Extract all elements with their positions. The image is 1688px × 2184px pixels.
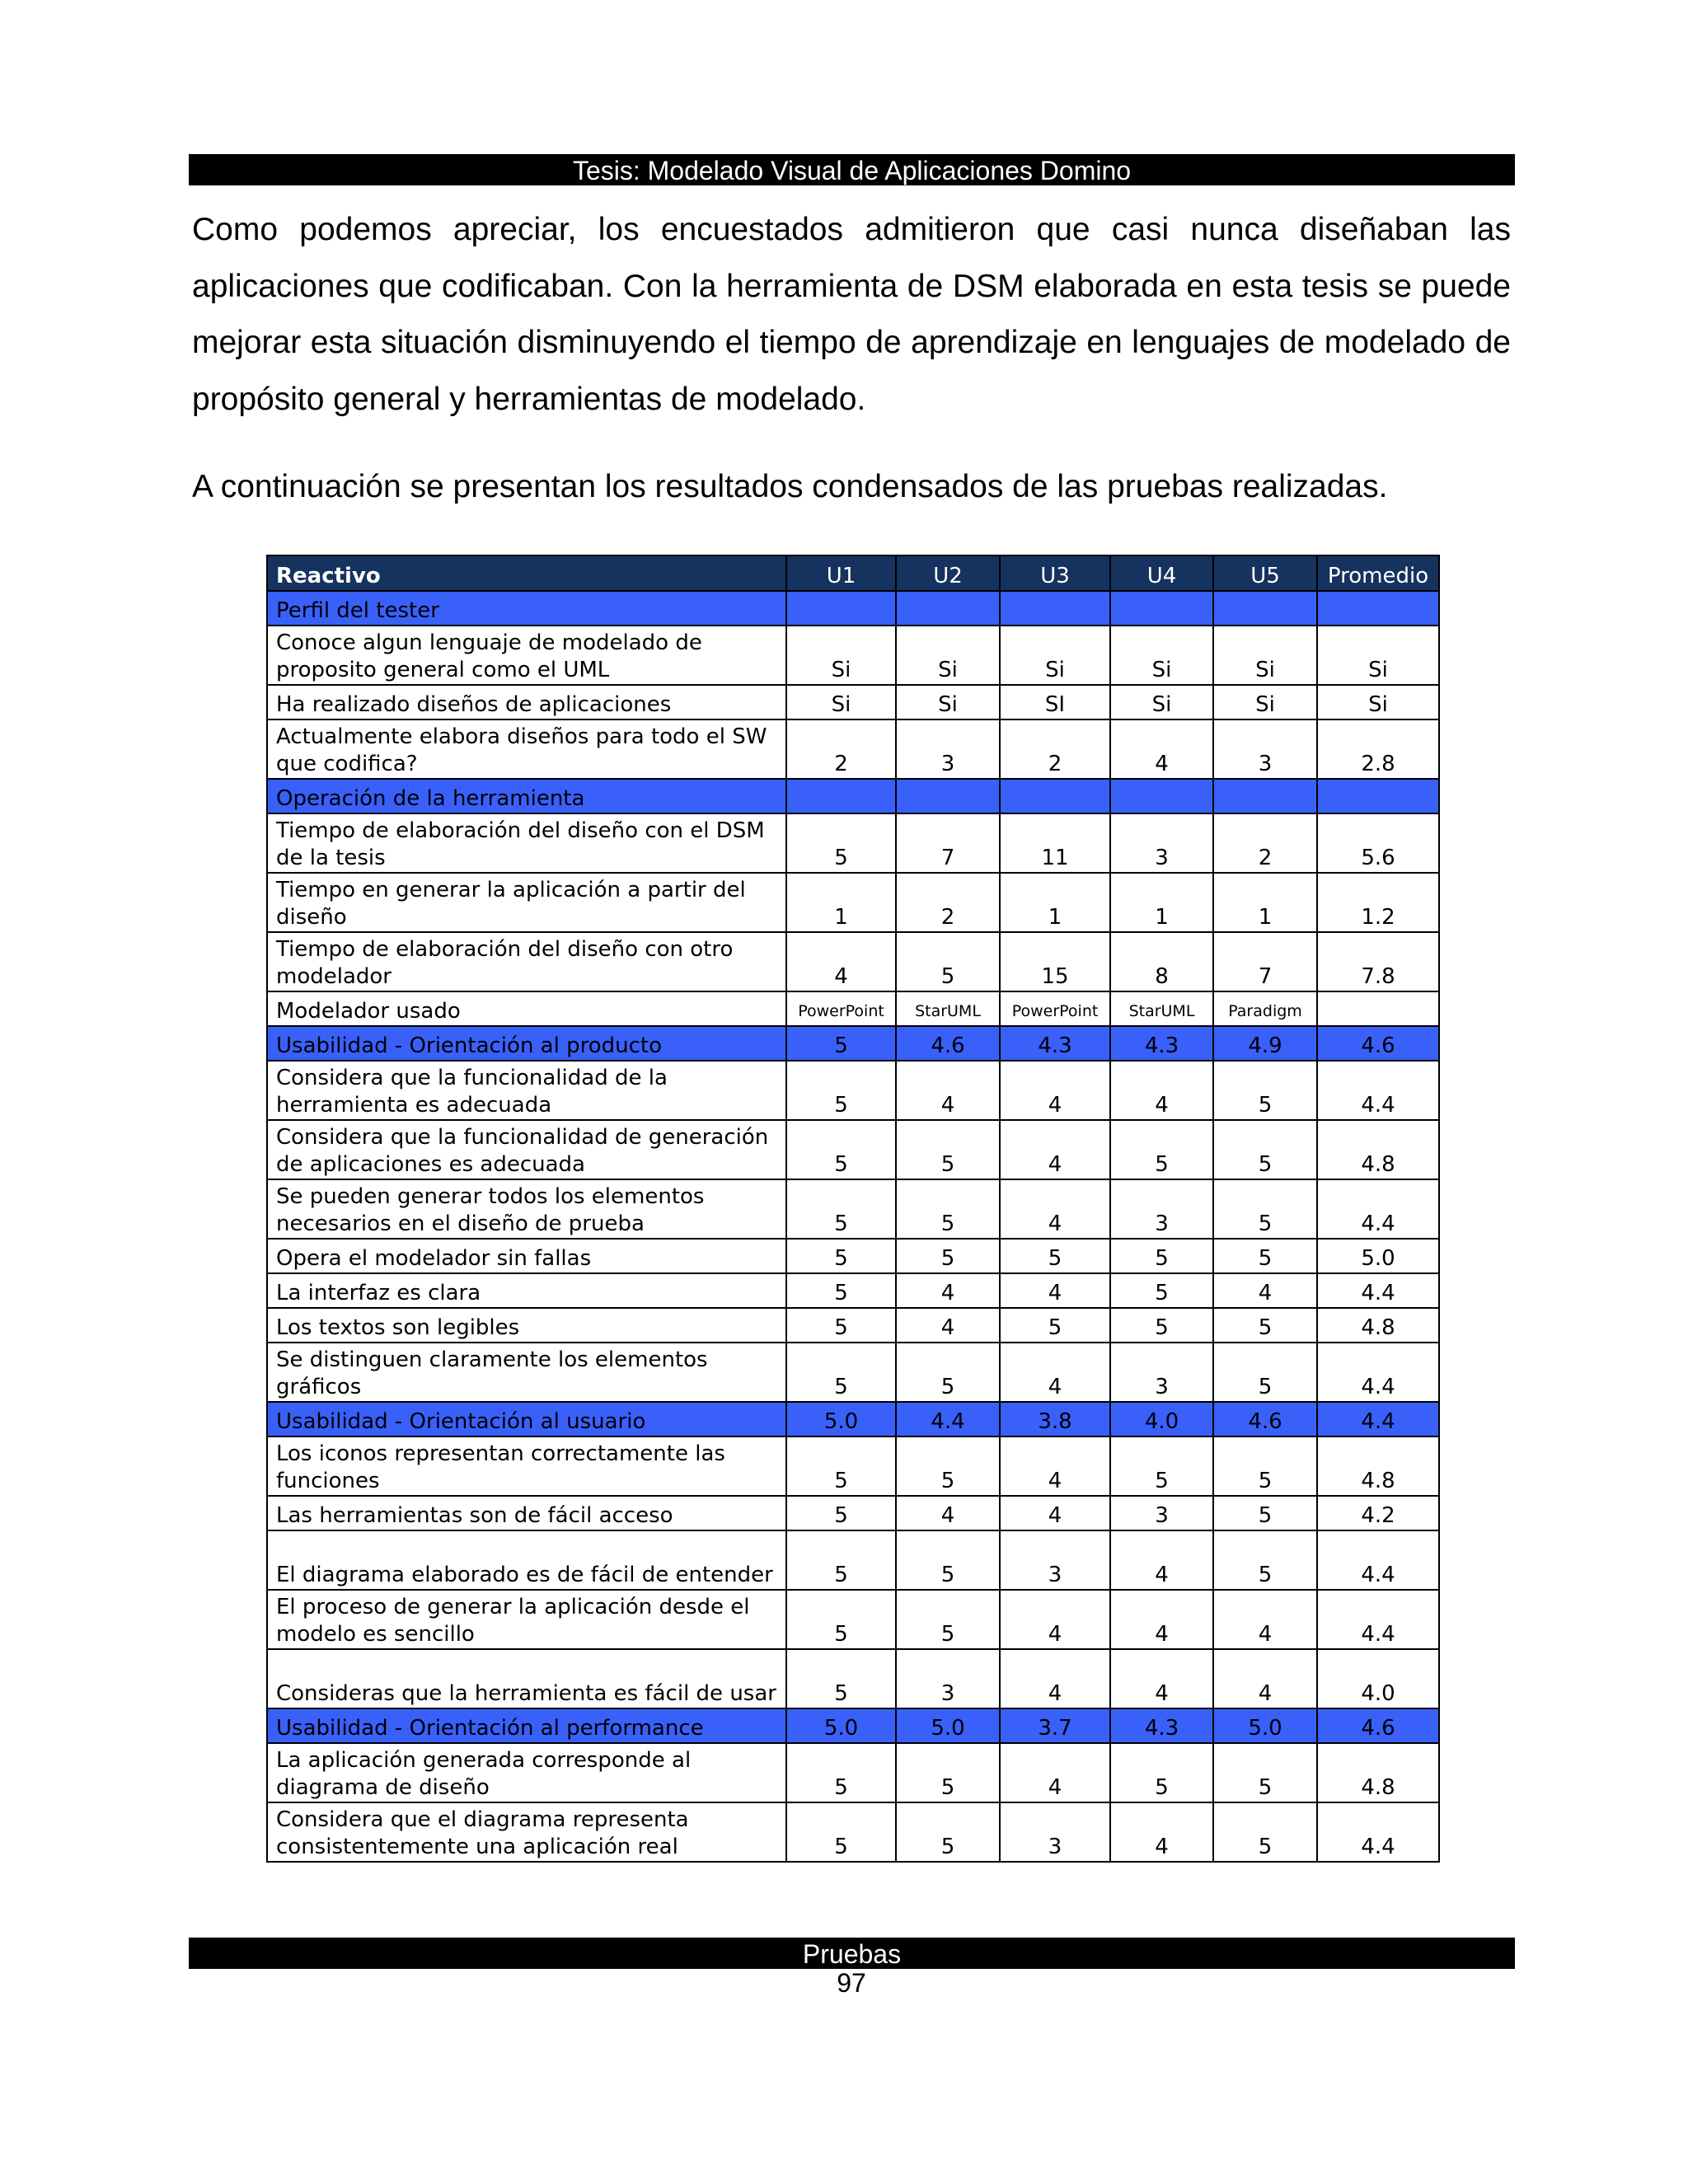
table-cell: 4 <box>1110 1802 1213 1862</box>
table-cell: 4 <box>1000 1590 1110 1649</box>
table-cell: 5 <box>896 1530 1000 1590</box>
column-header: U3 <box>1000 555 1110 591</box>
table-cell: 4.8 <box>1317 1436 1439 1496</box>
table-cell: Si <box>1110 685 1213 719</box>
table-cell <box>896 591 1000 626</box>
table-cell: 4.4 <box>1317 1179 1439 1239</box>
row-label: Usabilidad - Orientación al usuario <box>267 1402 786 1436</box>
table-cell: 5 <box>1213 1530 1317 1590</box>
table-cell: 5 <box>786 1308 896 1343</box>
table-cell: PowerPoint <box>786 991 896 1026</box>
section-row <box>267 1402 1439 1436</box>
table-cell: Si <box>1213 626 1317 685</box>
table-cell: 5 <box>896 1802 1000 1862</box>
table-cell: 5.6 <box>1317 813 1439 873</box>
page-number: 97 <box>837 1968 866 1998</box>
table-cell <box>1000 591 1110 626</box>
table-row <box>267 1120 1439 1179</box>
table-cell: 5 <box>1000 1308 1110 1343</box>
table-cell: 5 <box>896 1343 1000 1402</box>
table-cell: 5 <box>786 1496 896 1530</box>
row-label: El proceso de generar la aplicación desde el modelo es sencillo <box>267 1590 786 1649</box>
table-cell: 2 <box>786 719 896 779</box>
table-cell: 3.8 <box>1000 1402 1110 1436</box>
table-cell: 4.4 <box>896 1402 1000 1436</box>
table-cell: 4 <box>1213 1590 1317 1649</box>
column-header: U2 <box>896 555 1000 591</box>
table-cell <box>1110 779 1213 813</box>
section-row <box>267 1708 1439 1743</box>
table-cell: 2.8 <box>1317 719 1439 779</box>
table-cell: 4.0 <box>1110 1402 1213 1436</box>
row-label: La interfaz es clara <box>267 1273 786 1308</box>
table-cell: 5 <box>896 1179 1000 1239</box>
table-cell: PowerPoint <box>1000 991 1110 1026</box>
table-cell: 5 <box>786 1649 896 1708</box>
table-cell: 5 <box>896 1590 1000 1649</box>
row-label: Las herramientas son de fácil acceso <box>267 1496 786 1530</box>
row-label: Tiempo en generar la aplicación a partir del diseño <box>267 873 786 932</box>
table-cell: 4 <box>1110 719 1213 779</box>
row-label: Actualmente elabora diseños para todo el SW que codifica? <box>267 719 786 779</box>
row-label: Conoce algun lenguaje de modelado de proposito general como el UML <box>267 626 786 685</box>
table-cell: 15 <box>1000 932 1110 991</box>
row-label: Modelador usado <box>267 991 786 1026</box>
table-row <box>267 1496 1439 1530</box>
table-cell: 8 <box>1110 932 1213 991</box>
table-cell: 5 <box>786 1530 896 1590</box>
table-cell: 5 <box>1110 1239 1213 1273</box>
table-cell: 2 <box>896 873 1000 932</box>
column-header: Promedio <box>1317 555 1439 591</box>
table-cell: 11 <box>1000 813 1110 873</box>
body-paragraph-2: A continuación se presentan los resultados condensados de las pruebas realizadas. <box>192 469 1388 504</box>
table-row <box>267 991 1439 1026</box>
table-cell: 3 <box>1110 1496 1213 1530</box>
table-cell: StarUML <box>896 991 1000 1026</box>
table-cell: 4.6 <box>1213 1402 1317 1436</box>
table-cell: 4.6 <box>896 1026 1000 1061</box>
table-cell: 5 <box>1110 1120 1213 1179</box>
table-cell: 1.2 <box>1317 873 1439 932</box>
table-cell: 1 <box>1000 873 1110 932</box>
table-cell: 5 <box>786 1120 896 1179</box>
table-cell: Si <box>786 685 896 719</box>
table-cell: 5 <box>1000 1239 1110 1273</box>
table-cell: 4 <box>896 1496 1000 1530</box>
table-row <box>267 1802 1439 1862</box>
table-cell: 2 <box>1213 813 1317 873</box>
running-header: Tesis: Modelado Visual de Aplicaciones Domino <box>189 154 1515 185</box>
table-row <box>267 1743 1439 1802</box>
table-cell <box>1317 779 1439 813</box>
row-label: La aplicación generada corresponde al diagrama de diseño <box>267 1743 786 1802</box>
table-cell: 3 <box>1000 1530 1110 1590</box>
table-cell: Si <box>1000 626 1110 685</box>
table-cell: StarUML <box>1110 991 1213 1026</box>
column-header: U1 <box>786 555 896 591</box>
table-cell: 2 <box>1000 719 1110 779</box>
table-cell: 4 <box>1110 1590 1213 1649</box>
table-cell: Si <box>1110 626 1213 685</box>
table-cell <box>1000 779 1110 813</box>
row-label: Opera el modelador sin fallas <box>267 1239 786 1273</box>
table-row <box>267 1343 1439 1402</box>
table-cell: 4.2 <box>1317 1496 1439 1530</box>
results-table <box>266 555 1440 1863</box>
table-cell: 5 <box>896 1436 1000 1496</box>
table-cell: 4.6 <box>1317 1026 1439 1061</box>
table-cell: 3 <box>896 1649 1000 1708</box>
table-row <box>267 1649 1439 1708</box>
table-cell: 4 <box>1000 1743 1110 1802</box>
table-cell: 4 <box>896 1061 1000 1120</box>
table-row <box>267 813 1439 873</box>
table-cell <box>786 779 896 813</box>
table-cell: 4.4 <box>1317 1590 1439 1649</box>
table-cell: 4 <box>786 932 896 991</box>
table-row <box>267 1061 1439 1120</box>
section-row <box>267 1026 1439 1061</box>
table-cell: 4.3 <box>1110 1026 1213 1061</box>
body-paragraph-1: Como podemos apreciar, los encuestados admitieron que casi nunca diseñaban las aplicaciones que codificaban. Con la herramienta de DSM elaborada en esta tesis se puede mejorar esta situación disminuyendo el tiempo de aprendizaje en lenguajes de modelado de propósito general y herramientas de modelado. <box>192 212 1511 417</box>
table-cell: 4.4 <box>1317 1530 1439 1590</box>
table-cell: 3 <box>896 719 1000 779</box>
table-cell: SI <box>1000 685 1110 719</box>
row-label: Operación de la herramienta <box>267 779 786 813</box>
table-cell: 3 <box>1110 813 1213 873</box>
table-cell: 4 <box>896 1308 1000 1343</box>
table-body <box>267 591 1439 1862</box>
table-cell: Si <box>896 685 1000 719</box>
table-cell: 4 <box>1000 1436 1110 1496</box>
table-cell: 5 <box>1213 1061 1317 1120</box>
table-cell: 4.8 <box>1317 1120 1439 1179</box>
table-row <box>267 685 1439 719</box>
table-cell: 1 <box>786 873 896 932</box>
table-row <box>267 1590 1439 1649</box>
table-cell: 5 <box>896 1120 1000 1179</box>
table-cell: 4.4 <box>1317 1343 1439 1402</box>
table-cell: 4 <box>1213 1649 1317 1708</box>
table-cell: 3 <box>1213 719 1317 779</box>
table-cell: 4.8 <box>1317 1743 1439 1802</box>
table-cell: 5 <box>786 1590 896 1649</box>
row-label: Los textos son legibles <box>267 1308 786 1343</box>
row-label: Considera que la funcionalidad de la herramienta es adecuada <box>267 1061 786 1120</box>
table-row <box>267 1179 1439 1239</box>
table-row <box>267 1273 1439 1308</box>
table-cell: 3.7 <box>1000 1708 1110 1743</box>
table-cell: Si <box>1317 626 1439 685</box>
table-cell: 5 <box>1213 1308 1317 1343</box>
row-label: Perfil del tester <box>267 591 786 626</box>
table-cell: 5 <box>1213 1436 1317 1496</box>
table-cell: 5 <box>1213 1120 1317 1179</box>
table-cell: 5 <box>786 1273 896 1308</box>
row-label: Usabilidad - Orientación al performance <box>267 1708 786 1743</box>
table-cell: 4 <box>1000 1343 1110 1402</box>
table-cell: 4 <box>1000 1179 1110 1239</box>
table-cell: 4.4 <box>1317 1273 1439 1308</box>
table-cell: Si <box>1213 685 1317 719</box>
row-label: Considera que la funcionalidad de generación de aplicaciones es adecuada <box>267 1120 786 1179</box>
table-cell: 4.8 <box>1317 1308 1439 1343</box>
table-cell: 4.4 <box>1317 1061 1439 1120</box>
table-cell: 5.0 <box>1213 1708 1317 1743</box>
table-row <box>267 1436 1439 1496</box>
table-cell: 4.0 <box>1317 1649 1439 1708</box>
table-cell: 4 <box>1213 1273 1317 1308</box>
table-cell: 4 <box>1000 1273 1110 1308</box>
table-cell: 4.4 <box>1317 1802 1439 1862</box>
table-cell: 5 <box>1110 1273 1213 1308</box>
table-cell: 1 <box>1110 873 1213 932</box>
table-cell: 4.3 <box>1110 1708 1213 1743</box>
table-cell: 5 <box>1110 1308 1213 1343</box>
table-cell <box>1110 591 1213 626</box>
table-row <box>267 932 1439 991</box>
table-cell: 4 <box>1110 1649 1213 1708</box>
section-row <box>267 779 1439 813</box>
table-cell: 5 <box>896 1239 1000 1273</box>
row-label: Se pueden generar todos los elementos necesarios en el diseño de prueba <box>267 1179 786 1239</box>
table-cell: 5 <box>1213 1802 1317 1862</box>
table-row <box>267 626 1439 685</box>
row-label: Usabilidad - Orientación al producto <box>267 1026 786 1061</box>
table-cell: 4 <box>1000 1649 1110 1708</box>
footer-section-title: Pruebas <box>189 1938 1515 1969</box>
table-cell: 3 <box>1000 1802 1110 1862</box>
table-cell: 3 <box>1110 1343 1213 1402</box>
table-cell <box>1317 591 1439 626</box>
table-cell: 5 <box>1213 1239 1317 1273</box>
table-cell: 5.0 <box>786 1402 896 1436</box>
table-row <box>267 719 1439 779</box>
table-cell <box>1213 779 1317 813</box>
table-cell: 4 <box>1110 1530 1213 1590</box>
table-cell: 5 <box>786 1343 896 1402</box>
column-header: U4 <box>1110 555 1213 591</box>
table-cell: 5.0 <box>786 1708 896 1743</box>
table-cell: 7 <box>896 813 1000 873</box>
table-cell <box>1213 591 1317 626</box>
table-cell: 5 <box>1213 1179 1317 1239</box>
table-cell: 5 <box>896 932 1000 991</box>
table-cell: 5.0 <box>1317 1239 1439 1273</box>
table-cell: 4.9 <box>1213 1026 1317 1061</box>
table-cell: 5 <box>786 1802 896 1862</box>
row-label: Se distinguen claramente los elementos gráficos <box>267 1343 786 1402</box>
table-cell: 5 <box>1110 1743 1213 1802</box>
row-label: Consideras que la herramienta es fácil de usar <box>267 1649 786 1708</box>
table-row <box>267 1239 1439 1273</box>
column-header: U5 <box>1213 555 1317 591</box>
table-cell <box>1317 991 1439 1026</box>
table-cell <box>786 591 896 626</box>
table-cell: 7.8 <box>1317 932 1439 991</box>
row-label: El diagrama elaborado es de fácil de entender <box>267 1530 786 1590</box>
table-cell: 4.3 <box>1000 1026 1110 1061</box>
table-cell: Si <box>1317 685 1439 719</box>
table-row <box>267 1308 1439 1343</box>
row-label: Considera que el diagrama representa consistentemente una aplicación real <box>267 1802 786 1862</box>
column-header: Reactivo <box>267 555 786 591</box>
table-cell: 5 <box>1213 1496 1317 1530</box>
section-row <box>267 591 1439 626</box>
table-cell: 4 <box>1000 1496 1110 1530</box>
row-label: Ha realizado diseños de aplicaciones <box>267 685 786 719</box>
table-cell: 3 <box>1110 1179 1213 1239</box>
table-cell: 5 <box>786 1026 896 1061</box>
table-cell: 5 <box>786 1743 896 1802</box>
table-cell: Si <box>786 626 896 685</box>
table-cell: 5 <box>1110 1436 1213 1496</box>
table-cell: 5 <box>896 1743 1000 1802</box>
table-cell: 5 <box>1213 1743 1317 1802</box>
table-cell: 7 <box>1213 932 1317 991</box>
table-cell: 4.4 <box>1317 1402 1439 1436</box>
table-cell: Paradigm <box>1213 991 1317 1026</box>
table-cell <box>896 779 1000 813</box>
table-cell: 5.0 <box>896 1708 1000 1743</box>
table-row <box>267 1530 1439 1590</box>
table-header-row <box>267 555 1439 591</box>
table-cell: 4 <box>1000 1061 1110 1120</box>
table-cell: 5 <box>786 813 896 873</box>
table-cell: 5 <box>1213 1343 1317 1402</box>
table-cell: 4 <box>1000 1120 1110 1179</box>
table-cell: 4.6 <box>1317 1708 1439 1743</box>
table-cell: 4 <box>1110 1061 1213 1120</box>
table-cell: 5 <box>786 1179 896 1239</box>
row-label: Los iconos representan correctamente las funciones <box>267 1436 786 1496</box>
table-row <box>267 873 1439 932</box>
row-label: Tiempo de elaboración del diseño con otro modelador <box>267 932 786 991</box>
table-cell: 4 <box>896 1273 1000 1308</box>
table-cell: Si <box>896 626 1000 685</box>
row-label: Tiempo de elaboración del diseño con el DSM de la tesis <box>267 813 786 873</box>
table-cell: 5 <box>786 1239 896 1273</box>
table-cell: 5 <box>786 1061 896 1120</box>
table-cell: 1 <box>1213 873 1317 932</box>
table-cell: 5 <box>786 1436 896 1496</box>
